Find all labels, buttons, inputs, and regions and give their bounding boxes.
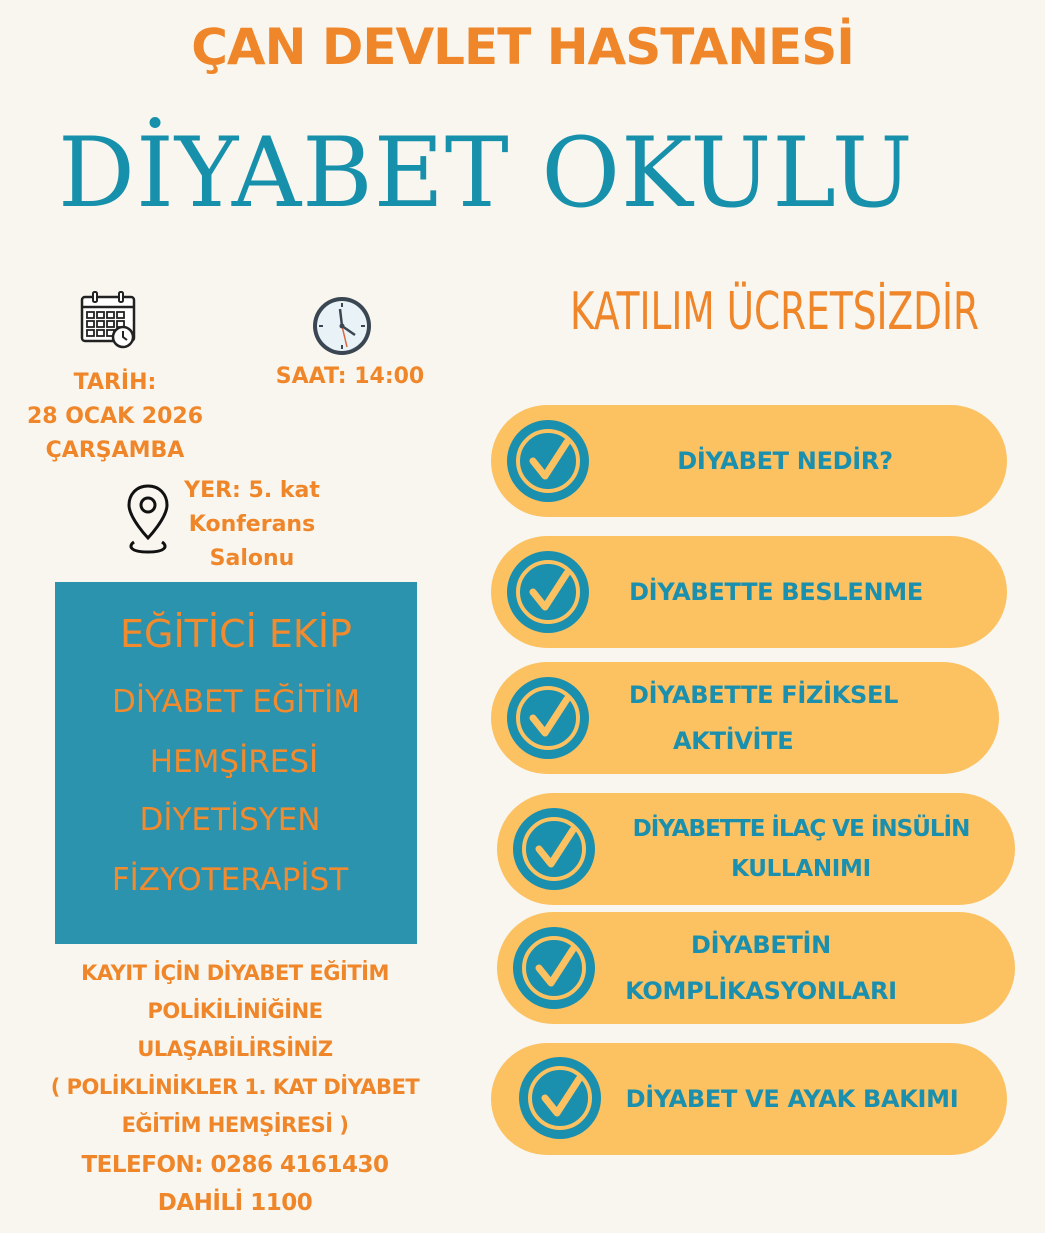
topic-pill xyxy=(497,912,1015,1024)
topic-pill xyxy=(497,793,1015,905)
location-line-3: Salonu xyxy=(209,546,295,571)
date-info xyxy=(20,366,210,468)
team-box xyxy=(55,582,417,944)
topic-label: DİYABET VE AYAK BAKIMI xyxy=(625,1085,959,1113)
topic-pill xyxy=(491,1043,1007,1155)
team-member: FİZYOTERAPİST xyxy=(111,862,349,898)
team-heading: EĞİTİCİ EKİP xyxy=(120,612,352,656)
extension-line: DAHİLİ 1100 xyxy=(157,1190,313,1216)
topic-pill xyxy=(491,662,999,774)
free-participation-text: KATILIM ÜCRETSİZDİR xyxy=(570,282,980,342)
hospital-name: ÇAN DEVLET HASTANESİ xyxy=(191,18,854,76)
phone-line: TELEFON: 0286 4161430 xyxy=(81,1152,389,1178)
check-circle-icon xyxy=(505,675,591,761)
registration-line: POLİKİLİNİĞİNE xyxy=(147,999,323,1023)
calendar-icon xyxy=(79,289,139,351)
page-title: DİYABET OKULU xyxy=(58,117,914,229)
check-circle-icon xyxy=(511,806,597,892)
registration-line: ULAŞABİLİRSİNİZ xyxy=(137,1037,333,1061)
registration-line: KAYIT İÇİN DİYABET EĞİTİM xyxy=(81,961,389,985)
check-circle-icon xyxy=(505,418,591,504)
clock-icon xyxy=(311,295,373,357)
check-circle-icon xyxy=(517,1055,603,1141)
team-member: HEMŞİRESİ xyxy=(149,744,319,780)
topic-pill xyxy=(491,536,1007,648)
registration-line: EĞİTİM HEMŞİRESİ ) xyxy=(121,1113,349,1137)
date-value: 28 OCAK 2026 xyxy=(26,404,204,429)
team-member: DİYABET EĞİTİM xyxy=(112,684,360,720)
team-member: DİYETİSYEN xyxy=(139,802,321,838)
location-info xyxy=(172,474,332,576)
check-circle-icon xyxy=(505,549,591,635)
registration-info xyxy=(20,954,450,1222)
date-label: TARİH: xyxy=(73,370,157,395)
topic-label: DİYABETİN KOMPLİKASYONLARI xyxy=(625,931,897,1005)
time-value: SAAT: 14:00 xyxy=(275,364,425,389)
topic-label: DİYABETTE BESLENME xyxy=(629,578,923,606)
topic-label: DİYABET NEDİR? xyxy=(677,447,893,475)
day-value: ÇARŞAMBA xyxy=(45,438,185,463)
location-pin-icon xyxy=(124,482,172,556)
check-circle-icon xyxy=(511,925,597,1011)
location-line-2: Konferans xyxy=(188,512,316,537)
topic-pill xyxy=(491,405,1007,517)
topic-label: DİYABETTE İLAÇ VE İNSÜLİN KULLANIMI xyxy=(632,816,970,882)
registration-line: ( POLİKLİNİKLER 1. KAT DİYABET xyxy=(50,1075,420,1099)
location-line-1: YER: 5. kat xyxy=(184,478,320,503)
topic-label: DİYABETTE FİZİKSEL AKTİVİTE xyxy=(629,681,899,755)
